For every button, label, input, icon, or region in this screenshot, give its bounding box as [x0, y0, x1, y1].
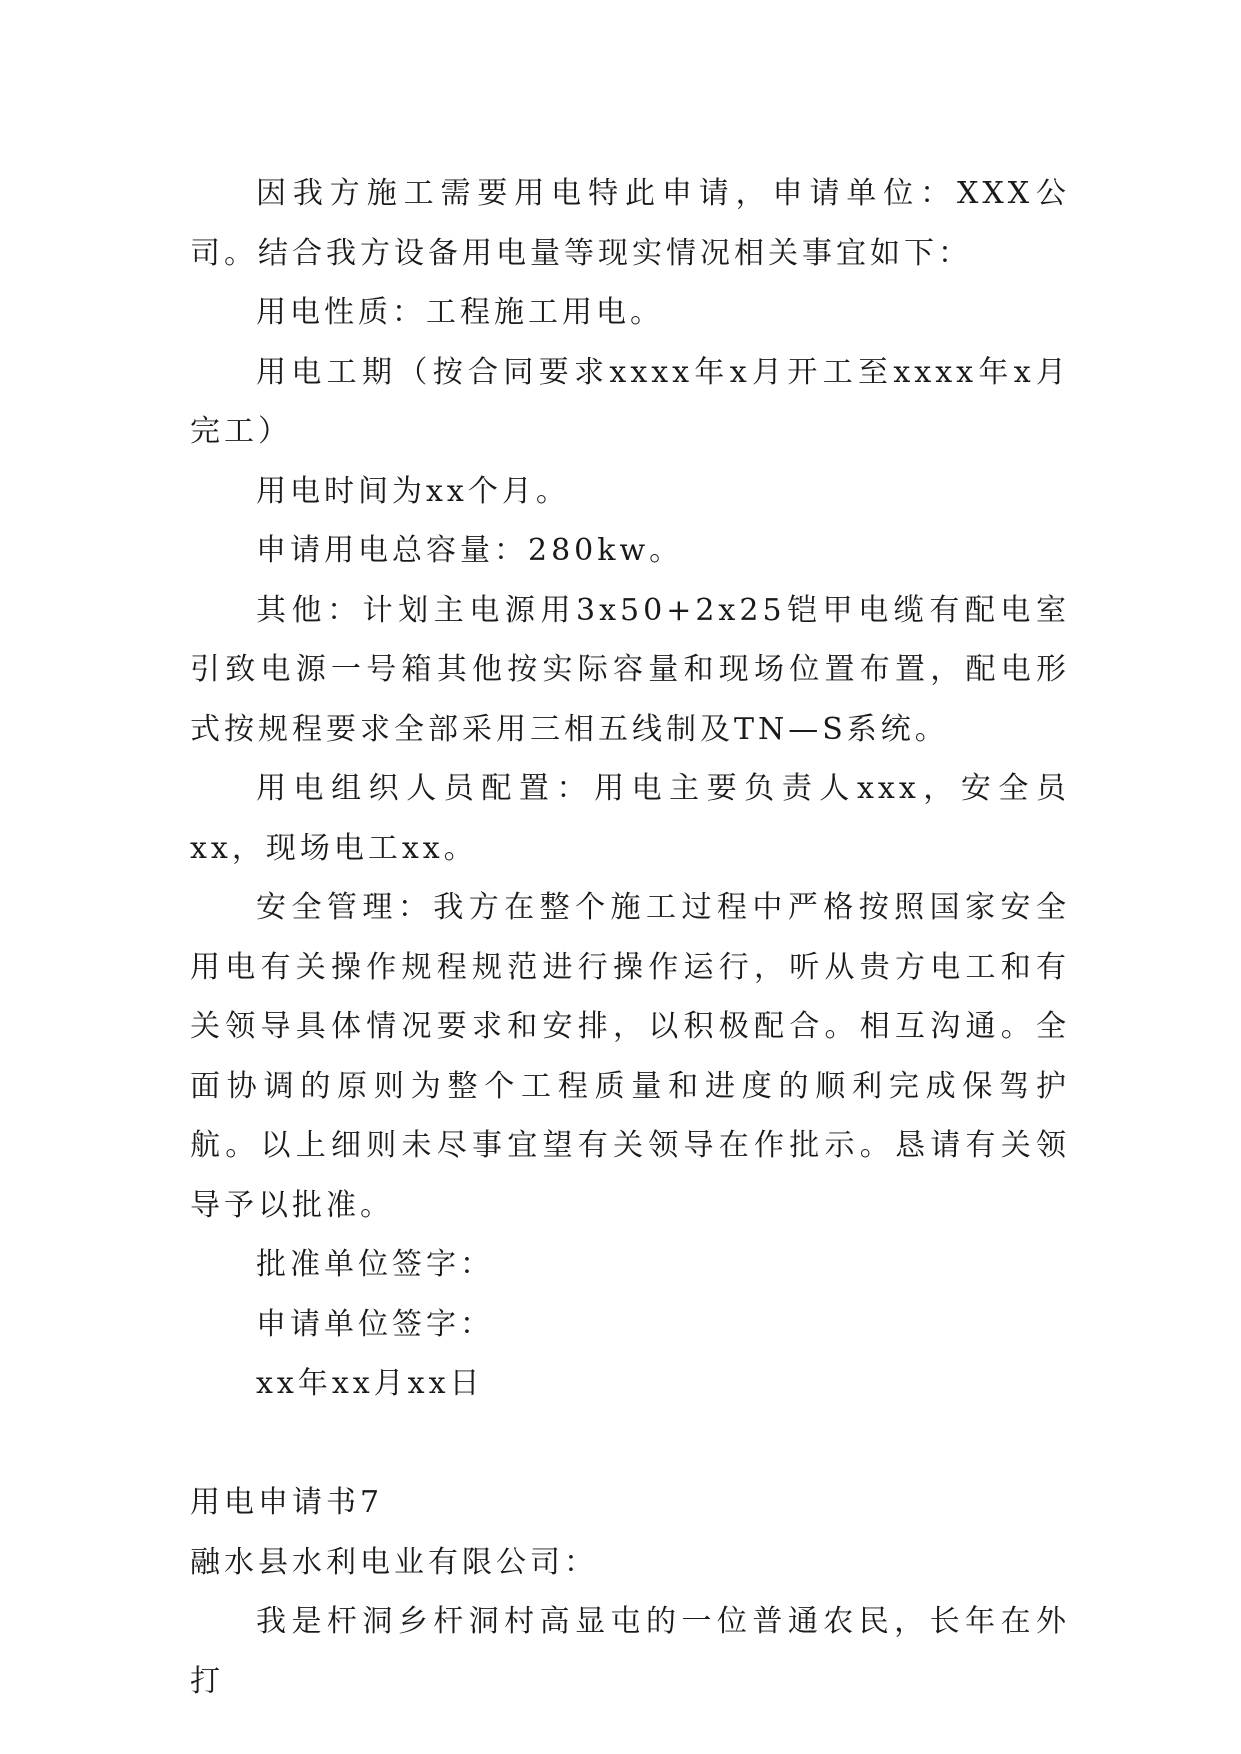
- paragraph-other: 其他：计划主电源用3x50+2x25铠甲电缆有配电室引致电源一号箱其他按实际容量和现场位置布置，配电形式按规程要求全部采用三相五线制及TN—S系统。: [190, 592, 1070, 747]
- paragraph-application-intro: 因我方施工需要用电特此申请，申请单位：XXX公司。结合我方设备用电量等现实情况相关事宜如下：: [190, 176, 1070, 271]
- paragraph-power-nature: 用电性质：工程施工用电。: [256, 295, 664, 330]
- paragraph-safety-management: 安全管理：我方在整个施工过程中严格按照国家安全用电有关操作规程规范进行操作运行，听从贵方电工和有关领导具体情况要求和安排，以积极配合。相互沟通。全面协调的原则为整个工程质量和进度的顺利完成保驾护航。以上细则未尽事宜望有关领导在作批示。恳请有关领导予以批准。: [190, 890, 1070, 1223]
- paragraph-total-capacity: 申请用电总容量：280kw。: [256, 533, 684, 568]
- paragraph-power-duration: 用电时间为xx个月。: [256, 473, 570, 509]
- section-spacer: [190, 1414, 1070, 1474]
- paragraph-power-period: 用电工期（按合同要求xxxx年x月开工至xxxx年x月完工）: [190, 354, 1070, 449]
- approval-signature-line: 批准单位签字：: [256, 1247, 494, 1282]
- date-line: xx年xx月xx日: [256, 1366, 484, 1401]
- paragraph-letter-opening: 我是杆洞乡杆洞村高显屯的一位普通农民，长年在外打: [190, 1604, 1070, 1699]
- applicant-signature-line: 申请单位签字：: [256, 1306, 494, 1342]
- section-title: 用电申请书7: [190, 1485, 384, 1520]
- addressee: 融水县水利电业有限公司：: [190, 1544, 598, 1580]
- paragraph-staffing: 用电组织人员配置：用电主要负责人xxx，安全员xx，现场电工xx。: [190, 771, 1070, 866]
- document-body: [190, 164, 1070, 1711]
